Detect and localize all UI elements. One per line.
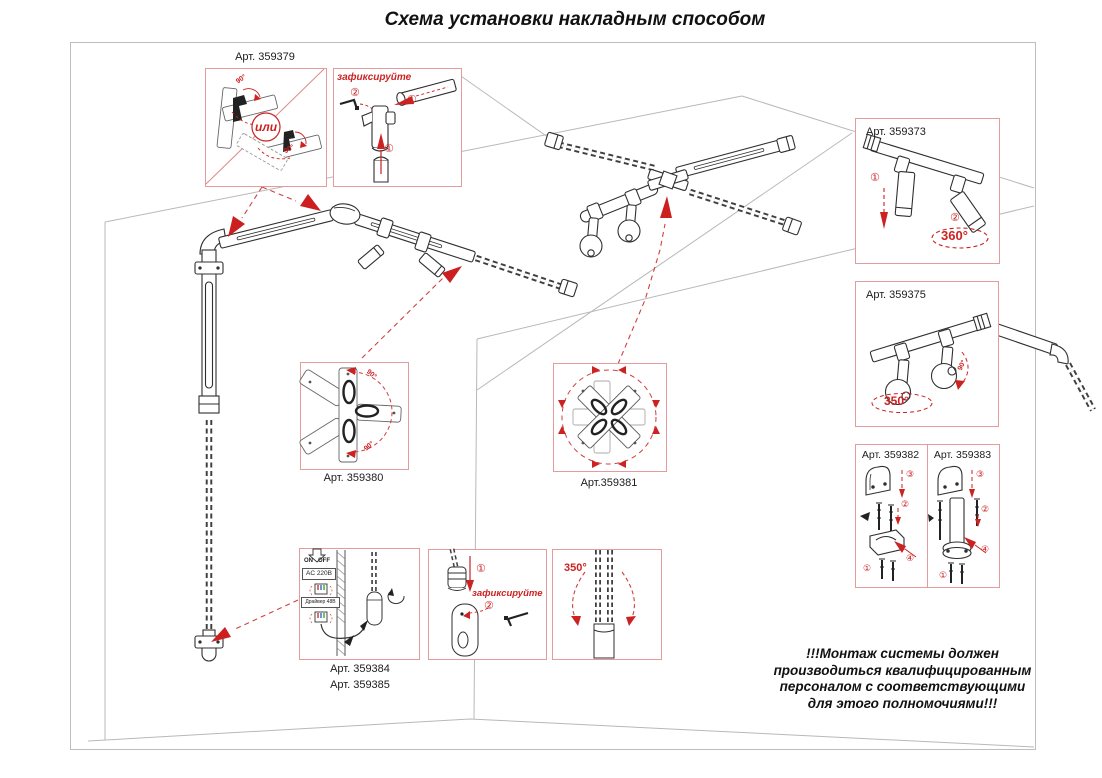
step3-359383: ③ xyxy=(976,470,985,480)
deg-350-375: 350° xyxy=(884,394,909,408)
warning-line-3: персоналом с соответствующими xyxy=(779,679,1026,694)
warning-line-4: для этого полномочиями!!! xyxy=(807,695,998,711)
driver-label: Драйвер 48В xyxy=(301,597,340,608)
off-label: OFF xyxy=(318,558,330,564)
step3-359382: ③ xyxy=(906,470,915,480)
deg-90-top: 90° xyxy=(234,73,248,86)
label-359379: Арт. 359379 xyxy=(235,51,295,63)
label-359380: Арт. 359380 xyxy=(323,472,384,484)
callout-h-art xyxy=(558,366,660,468)
deg-90-380-top: 90° xyxy=(364,368,378,381)
step1-359373: ① xyxy=(870,171,880,184)
deg-90-380-bottom: 90° xyxy=(362,440,376,453)
label-359381: Арт.359381 xyxy=(580,477,638,489)
step1-359382: ① xyxy=(863,564,872,574)
step2-359383: ② xyxy=(981,505,990,515)
label-359384: Арт. 359384 xyxy=(330,663,390,675)
label-359375: Арт. 359375 xyxy=(866,289,926,301)
deg-90-bottom: 90° xyxy=(282,143,296,156)
label-359383: Арт. 359383 xyxy=(933,449,992,461)
fix-label-pendant: зафиксируйте xyxy=(472,588,543,599)
step2-359382: ② xyxy=(901,500,910,510)
page-title: Схема установки накладным способом xyxy=(384,9,766,30)
deg-360: 360° xyxy=(941,228,968,243)
fix-label-corner: зафиксируйте xyxy=(337,72,412,83)
warning-line-2: производиться квалифицированным xyxy=(773,662,1032,678)
power-label: AC 220В xyxy=(302,568,336,580)
step4-359383: ④ xyxy=(981,545,990,555)
step1-corner-bottom: ① xyxy=(384,142,394,155)
deg-350-chain: 350° xyxy=(564,562,587,574)
warning-text xyxy=(755,646,1050,712)
step2-corner: ② xyxy=(350,86,360,99)
step1-359383: ① xyxy=(939,571,948,581)
callout-f-art xyxy=(928,466,986,584)
callout-c-art xyxy=(863,134,988,248)
deg-90-375: 90° xyxy=(956,359,968,372)
callout-g-art xyxy=(299,367,402,462)
step2-pendant: ② xyxy=(484,599,494,612)
on-label: ON xyxy=(304,558,313,564)
label-359373: Арт. 359373 xyxy=(866,126,926,138)
or-text: или xyxy=(254,120,278,134)
step2-359373: ② xyxy=(950,211,960,224)
step1-corner-right: ① xyxy=(407,93,417,106)
step1-pendant: ① xyxy=(476,562,486,575)
warning-line-1: !!!Монтаж системы должен xyxy=(806,646,999,661)
step4-359382: ④ xyxy=(906,554,915,564)
label-359382: Арт. 359382 xyxy=(861,449,920,461)
label-359385: Арт. 359385 xyxy=(330,679,390,691)
